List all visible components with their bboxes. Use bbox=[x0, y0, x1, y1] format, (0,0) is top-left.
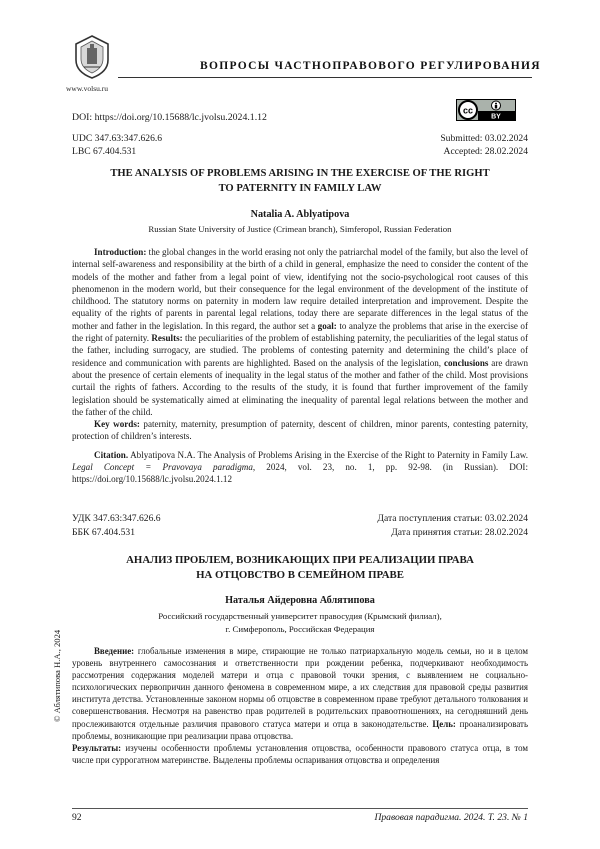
abstract-en bbox=[72, 246, 528, 486]
affiliation-ru bbox=[72, 610, 528, 635]
copyright-vertical: © Аблятипова Н.А., 2024 bbox=[52, 629, 62, 722]
site-url[interactable]: www.volsu.ru bbox=[66, 84, 109, 93]
results-text-ru: изучены особенности проблемы установления отцовства, особенности правового статуса отца, в том числе при суррогатном материнстве. Выделены проблемы оспаривания отцовства и определения bbox=[72, 742, 528, 765]
abstract-en-paragraph bbox=[72, 246, 528, 418]
meta-ru-right bbox=[377, 512, 528, 539]
abstract-ru-paragraph bbox=[72, 645, 528, 742]
citation-en bbox=[72, 449, 528, 486]
results-label-ru: Результаты: bbox=[72, 742, 122, 753]
citation-tail[interactable]: , 2024, vol. 23, no. 1, pp. 92-98. (in Russian). DOI: https://doi.org/10.15688/lc.jvolsu.2024.1.12 bbox=[72, 462, 528, 485]
keywords-text-en: paternity, maternity, presumption of paternity, descent of children, minor parents, contesting paternity, protection of children’s interests. bbox=[72, 419, 528, 442]
article-title-ru bbox=[72, 553, 528, 583]
author-en: Natalia A. Ablyatipova bbox=[250, 209, 350, 220]
title-en-line1: THE ANALYSIS OF PROBLEMS ARISING IN THE EXERCISE OF THE RIGHT bbox=[110, 168, 490, 179]
intro-text-ru: глобальные изменения в мире, стирающие не только патриархальную модель семьи, но и в целом уровень внутреннего самосознания и ответственности при рождении ребенка, подчеркивают необходимость рассмотрения содержания моделей матери и отца с правовой точки зрения, с выявлением не социально-психологических первопричин данного феномена в современном мире, а их следствия для правовой среды развития института детства. Установленные законом нормы об отцовстве в современном праве требуют детального толкования и совершенствования. Несмотря на равенство прав родителей в родительских правоотношениях, на сегодняшний день прослеживаются отдельные различия правового статуса матери и отца в законодательстве. bbox=[72, 646, 528, 729]
title-en-line2: TO PATERNITY IN FAMILY LAW bbox=[218, 182, 382, 194]
keywords-en bbox=[72, 418, 528, 443]
meta-en-left bbox=[72, 132, 162, 158]
goal-label-ru: Цель: bbox=[432, 718, 456, 729]
cc-by-label: BY bbox=[491, 113, 501, 121]
citation-text: Ablyatipova N.A. The Analysis of Problems Arising in the Exercise of the Right to Paternity in Family Law. bbox=[128, 449, 528, 460]
submitted-date: Submitted: 03.02.2024 bbox=[440, 133, 528, 144]
received-date-ru: Дата поступления статьи: 03.02.2024 bbox=[377, 513, 528, 524]
cc-license-badge[interactable] bbox=[456, 99, 516, 121]
intro-label-ru: Введение: bbox=[94, 646, 135, 656]
citation-journal: Legal Concept = Pravovaya paradigma bbox=[72, 462, 253, 473]
affiliation-ru-line2: г. Симферополь, Российская Федерация bbox=[225, 623, 375, 634]
journal-series-title: ВОПРОСЫ ЧАСТНОПРАВОВОГО РЕГУЛИРОВАНИЯ bbox=[200, 60, 541, 72]
lbc-en: LBC 67.404.531 bbox=[72, 146, 137, 157]
footer-journal-title: Правовая парадигма. 2024. Т. 23. № 1 bbox=[374, 812, 528, 823]
intro-label-en: Introduction: bbox=[94, 247, 147, 257]
results-label-en: Results: bbox=[151, 333, 183, 344]
intro-text-en: the global changes in the world erasing not only the patriarchal model of the family, but also the level of internal self-awareness and responsibility at the birth of a child in general, emphasize the need to consider the content of the models of the mother and father from a legal point of view, identifying not the socio-psychological root causes of this phenomenon in the modern world, but their consequence for the legal environment of the development of the institute of childhood. The statutory norms on paternity in modern law require detailed interpretation and improvement. Despite the equality of the rights of parents in parental legal relations, today there are separate differences in the legal status of the mother and father in the legislation. In this regard, the author set a bbox=[72, 247, 528, 331]
meta-en-right bbox=[440, 132, 528, 158]
footer-divider bbox=[72, 808, 528, 809]
title-ru-line1: АНАЛИЗ ПРОБЛЕМ, ВОЗНИКАЮЩИХ ПРИ РЕАЛИЗАЦИИ ПРАВА bbox=[126, 554, 474, 566]
meta-ru-left bbox=[72, 512, 161, 539]
keywords-label-en: Key words: bbox=[94, 419, 140, 430]
svg-text:cc: cc bbox=[462, 105, 474, 116]
goal-label-en: goal: bbox=[317, 320, 337, 331]
page-number: 92 bbox=[72, 812, 82, 823]
accepted-date: Accepted: 28.02.2024 bbox=[443, 146, 528, 157]
university-logo bbox=[72, 34, 112, 80]
conclusions-text-en: are drawn about the presence of certain elements of inequality in the legal status of the mother and father of the child. Most provisions curtail the rights of fathers. According to the results of the study, it is found that further improvement of the family legislation should be systematically aimed at eliminating the inequality of parental legal relations between the mother and the father of the child. bbox=[72, 357, 528, 417]
udc-ru: УДК 347.63:347.626.6 bbox=[72, 513, 161, 524]
conclusions-label-en: conclusions bbox=[443, 357, 489, 368]
results-text-en: the peculiarities of the problem of establishing paternity, the peculiarities of the legal status of the father, including surrogacy, are studied. The problems of contesting paternity and determining the child’s place of residence and communication with parents are highlighted. Based on the analysis of the legislation, bbox=[72, 333, 529, 368]
doi-link[interactable]: DOI: https://doi.org/10.15688/lc.jvolsu.2024.1.12 bbox=[72, 112, 267, 123]
header-divider bbox=[118, 77, 532, 78]
goal-text-ru: проанализировать проблемы, возникающие при реализации права отцовства. bbox=[72, 718, 528, 741]
citation-label: Citation. bbox=[94, 449, 129, 460]
udc-en: UDC 347.63:347.626.6 bbox=[72, 133, 163, 144]
results-ru bbox=[72, 742, 528, 766]
affiliation-ru-line1: Российский государственный университет правосудия (Крымский филиал), bbox=[158, 611, 442, 621]
bbk-ru: ББК 67.404.531 bbox=[72, 526, 135, 538]
author-ru: Наталья Айдеровна Аблятипова bbox=[225, 595, 375, 606]
abstract-ru bbox=[72, 645, 528, 805]
title-ru-line2: НА ОТЦОВСТВО В СЕМЕЙНОМ ПРАВЕ bbox=[196, 569, 404, 581]
accepted-date-ru: Дата принятия статьи: 28.02.2024 bbox=[391, 526, 528, 538]
goal-text-en: to analyze the problems that arise in the exercise of the right of paternity. bbox=[72, 320, 528, 344]
article-title-en bbox=[72, 167, 528, 196]
affiliation-en: Russian State University of Justice (Crimean branch), Simferopol, Russian Federation bbox=[148, 224, 452, 234]
